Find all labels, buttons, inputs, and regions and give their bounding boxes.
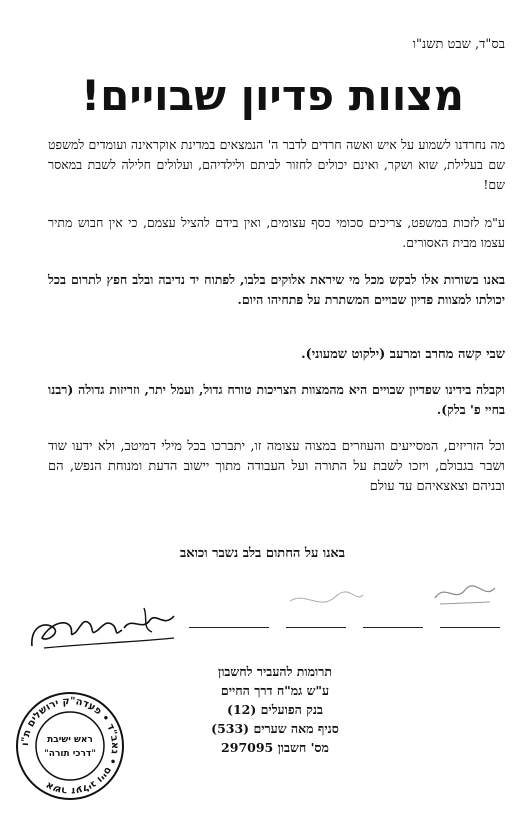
- svg-text:אשר זעליג וייס • גאב"ד • פעדה": [20, 696, 120, 796]
- signature-intro: באנו על החתום בלב נשבר וכואב: [179, 546, 346, 561]
- donation-line: ע"ש גמ"ח דרך החיים: [220, 683, 330, 698]
- signature-line: [440, 627, 500, 628]
- faint-signature: [430, 578, 500, 608]
- paragraph-6: וכל הזריזים, המסייעים והעוזרים במצוה עצומה זו, יתברכו בכל מילי דמיטב, ולא ידעו שוד ושבר בגבולם, ויזכו לשבת על התורה ועל העבודה מתוך יישוב הדעת ומנוחת הנפש, הם ובניהם וצאצאיהם עד עולם: [48, 439, 505, 494]
- faint-signature-2: [285, 583, 365, 613]
- donation-details: [180, 662, 370, 757]
- donation-line: תרומות להעביר לחשבון: [218, 664, 332, 679]
- signature-line: [363, 627, 423, 628]
- paragraph-2: ע"מ לזכות במשפט, צריכים סכומי כסף עצומים, ואין בידם להציל עצמם, כי אין חבוש מתיר עצמו מבית האסורים.: [48, 215, 505, 250]
- donation-line: סניף מאה שערים (533): [211, 721, 339, 736]
- date-header: בס"ד, שבט תשנ"ו: [412, 37, 505, 52]
- paragraph-4: שבי קשה מחרב ומרעב (ילקוט שמעוני).: [301, 347, 505, 362]
- rabbinical-stamp: [14, 690, 126, 802]
- handwritten-signature: [24, 598, 184, 658]
- stamp-ring-text: אשר זעליג וייס • גאב"ד • פעדה"ק ירושלים ת"ו: [19, 695, 121, 797]
- donation-line: מס' חשבון 297095: [221, 740, 329, 755]
- stamp-inner-text: "דרכי תורה": [44, 749, 96, 759]
- signature-line: [286, 627, 346, 628]
- paragraph-3: באנו בשורות אלו לבקש מכל מי שיראת אלוקים בלבו, לפתוח יד נדיבה ובלב חפץ לתרום בכל יכולתו למצוות פדיון שבויים המשתרת על פתחיהו היום.: [48, 272, 505, 307]
- paragraph-5: וקבלה בידינו שפדיון שבויים היא מהמצוות הצריכות טורח גדול, ועמל יתר, וזריזות גדולה (רבנו בחיי פ' בלק).: [48, 382, 505, 417]
- signature-area: [180, 578, 505, 638]
- page-title: מצוות פדיון שבויים!: [80, 71, 465, 120]
- donation-line: בנק הפועלים (12): [227, 702, 323, 717]
- signature-line: [189, 627, 269, 628]
- paragraph-1: מה נחרדנו לשמוע על איש ואשה חרדים לדבר ה' הנמצאים במדינת אוקראינה ועומדים למשפט שם בעלילת, שוא ושקר, ואינם יכולים לחזור לביתם ולילדיהם, ועלולים חלילה לשבת במאסר שם!: [48, 137, 505, 192]
- stamp-inner-text: ראש ישיבת: [47, 735, 93, 745]
